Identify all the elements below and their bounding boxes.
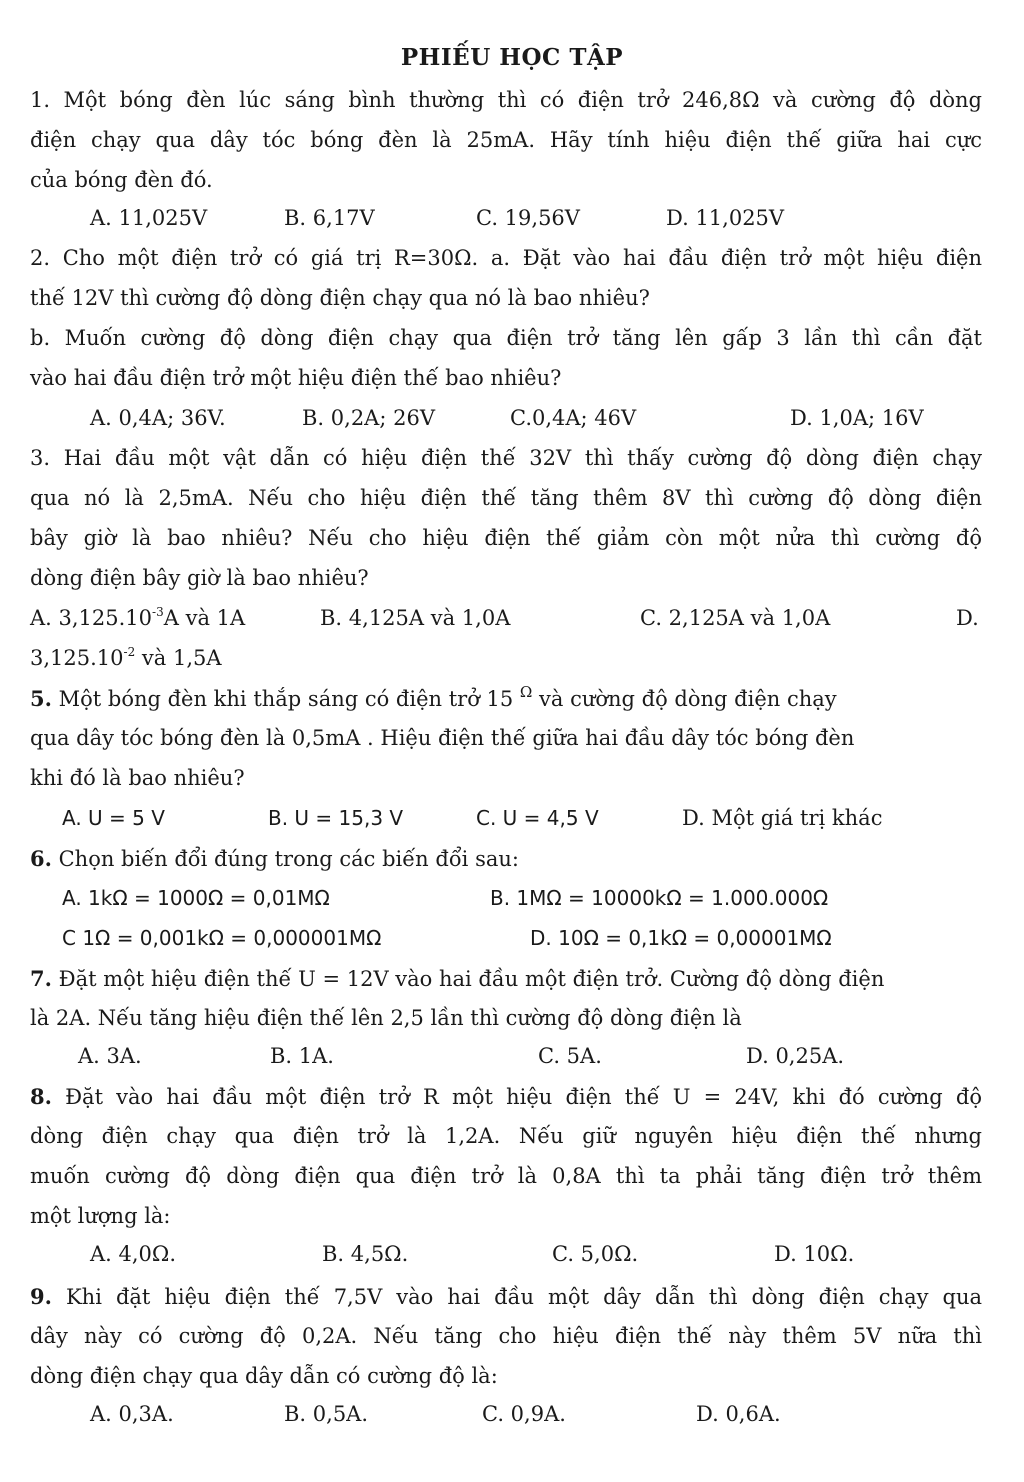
question-text-line: một lượng là: <box>30 1204 171 1228</box>
question-text-line: dòng điện chạy qua dây dẫn có cường độ là: <box>30 1364 498 1388</box>
option-c: C 1Ω = 0,001kΩ = 0,000001MΩ <box>62 926 382 950</box>
option-a: A. 0,4A; 36V. <box>90 406 226 430</box>
option-a: A. 0,3A. <box>90 1402 174 1426</box>
question-text: Đặt một hiệu điện thế U = 12V vào hai đầu một điện trở. Cường độ dòng điện <box>51 967 885 991</box>
question-number: 5. <box>30 686 52 711</box>
option-a <box>30 606 245 630</box>
question-text-line: dây này có cường độ 0,2A. Nếu tăng cho hiệu điện thế này thêm 5V nữa thì <box>30 1324 982 1348</box>
option-d: D. Một giá trị khác <box>682 806 883 830</box>
question-text: Đặt vào hai đầu một điện trở R một hiệu điện thế U = 24V, khi đó cường độ <box>51 1085 982 1109</box>
option-a-tail: A và 1A <box>163 606 246 630</box>
question-number: 7. <box>30 966 52 991</box>
option-d: D. 1,0A; 16V <box>790 406 924 430</box>
question-text-line: vào hai đầu điện trở một hiệu điện thế bao nhiêu? <box>30 366 562 390</box>
question-text: Khi đặt hiệu điện thế 7,5V vào hai đầu một dây dẫn thì dòng điện chạy qua <box>51 1285 982 1309</box>
option-d: D. 10Ω. <box>774 1242 855 1266</box>
question-text: và cường độ dòng điện chạy <box>532 687 837 711</box>
question-number: 8. <box>30 1084 52 1109</box>
question-text-line: khi đó là bao nhiêu? <box>30 766 245 790</box>
question-text-line <box>30 966 982 991</box>
option-d-label: D. <box>956 606 979 630</box>
option-c: C. 5,0Ω. <box>552 1242 639 1266</box>
exponent: -3 <box>152 605 164 619</box>
question-number: 9. <box>30 1284 52 1309</box>
question-text-line: 2. Cho một điện trở có giá trị R=30Ω. a. Đặt vào hai đầu điện trở một hiệu điện <box>30 246 982 270</box>
option-c: C. 5A. <box>538 1044 602 1068</box>
option-a: A. U = 5 V <box>62 806 165 830</box>
page-title: PHIẾU HỌC TẬP <box>400 44 624 71</box>
option-d: D. 10Ω = 0,1kΩ = 0,00001MΩ <box>530 926 832 950</box>
option-d-base: 3,125.10 <box>30 646 124 670</box>
question-text-line: dòng điện chạy qua điện trở là 1,2A. Nếu giữ nguyên hiệu điện thế nhưng <box>30 1124 982 1148</box>
question-text-line: muốn cường độ dòng điện qua điện trở là 0,8A thì ta phải tăng điện trở thêm <box>30 1164 982 1188</box>
question-text-line: qua dây tóc bóng đèn là 0,5mA . Hiệu điện thế giữa hai đầu dây tóc bóng đèn <box>30 726 855 750</box>
question-text-line <box>30 683 982 711</box>
question-text: Chọn biến đổi đúng trong các biến đổi sau: <box>51 847 519 871</box>
question-text-line: là 2A. Nếu tăng hiệu điện thế lên 2,5 lần thì cường độ dòng điện là <box>30 1006 742 1030</box>
option-b: B. 0,2A; 26V <box>302 406 435 430</box>
question-number: 6. <box>30 846 52 871</box>
option-b: B. 4,125A và 1,0A <box>320 606 511 630</box>
option-c: C. 19,56V <box>476 206 580 230</box>
option-d <box>30 646 222 670</box>
option-b: B. U = 15,3 V <box>268 806 404 830</box>
option-c: C. 0,9A. <box>482 1402 566 1426</box>
option-a-base: A. 3,125.10 <box>30 606 153 630</box>
question-text-line: qua nó là 2,5mA. Nếu cho hiệu điện thế tăng thêm 8V thì cường độ dòng điện <box>30 486 982 510</box>
question-text: Một bóng đèn khi thắp sáng có điện trở 15 <box>51 687 520 711</box>
option-d: D. 0,6A. <box>696 1402 781 1426</box>
question-text-line: 3. Hai đầu một vật dẫn có hiệu điện thế 32V thì thấy cường độ dòng điện chạy <box>30 446 982 470</box>
option-b: B. 6,17V <box>284 206 375 230</box>
exponent: -2 <box>123 645 136 659</box>
question-text-line: của bóng đèn đó. <box>30 168 213 192</box>
option-b: B. 0,5A. <box>284 1402 369 1426</box>
option-a: A. 4,0Ω. <box>90 1242 176 1266</box>
question-text-line <box>30 1084 982 1109</box>
question-text-line: b. Muốn cường độ dòng điện chạy qua điện trở tăng lên gấp 3 lần thì cần đặt <box>30 326 982 350</box>
question-text-line: dòng điện bây giờ là bao nhiêu? <box>30 566 369 590</box>
option-a: A. 11,025V <box>90 206 208 230</box>
question-text-line <box>30 846 982 871</box>
question-text-line <box>30 1284 982 1309</box>
option-b: B. 4,5Ω. <box>322 1242 409 1266</box>
option-a: A. 1kΩ = 1000Ω = 0,01MΩ <box>62 886 330 910</box>
option-a: A. 3A. <box>78 1044 142 1068</box>
question-text-line: thế 12V thì cường độ dòng điện chạy qua nó là bao nhiêu? <box>30 286 650 310</box>
option-d-tail: và 1,5A <box>135 646 222 670</box>
option-c: C.0,4A; 46V <box>510 406 637 430</box>
option-c: C. 2,125A và 1,0A <box>640 606 831 630</box>
question-text-line: bây giờ là bao nhiêu? Nếu cho hiệu điện thế giảm còn một nửa thì cường độ <box>30 526 982 550</box>
question-text-line: 1. Một bóng đèn lúc sáng bình thường thì có điện trở 246,8Ω và cường độ dòng <box>30 88 982 112</box>
option-c: C. U = 4,5 V <box>476 806 599 830</box>
option-d: D. 11,025V <box>666 206 785 230</box>
option-b: B. 1A. <box>270 1044 334 1068</box>
option-b: B. 1MΩ = 10000kΩ = 1.000.000Ω <box>490 886 829 910</box>
option-d: D. 0,25A. <box>746 1044 845 1068</box>
question-text-line: điện chạy qua dây tóc bóng đèn là 25mA. Hãy tính hiệu điện thế giữa hai cực <box>30 128 982 152</box>
omega-symbol: Ω <box>519 683 533 701</box>
